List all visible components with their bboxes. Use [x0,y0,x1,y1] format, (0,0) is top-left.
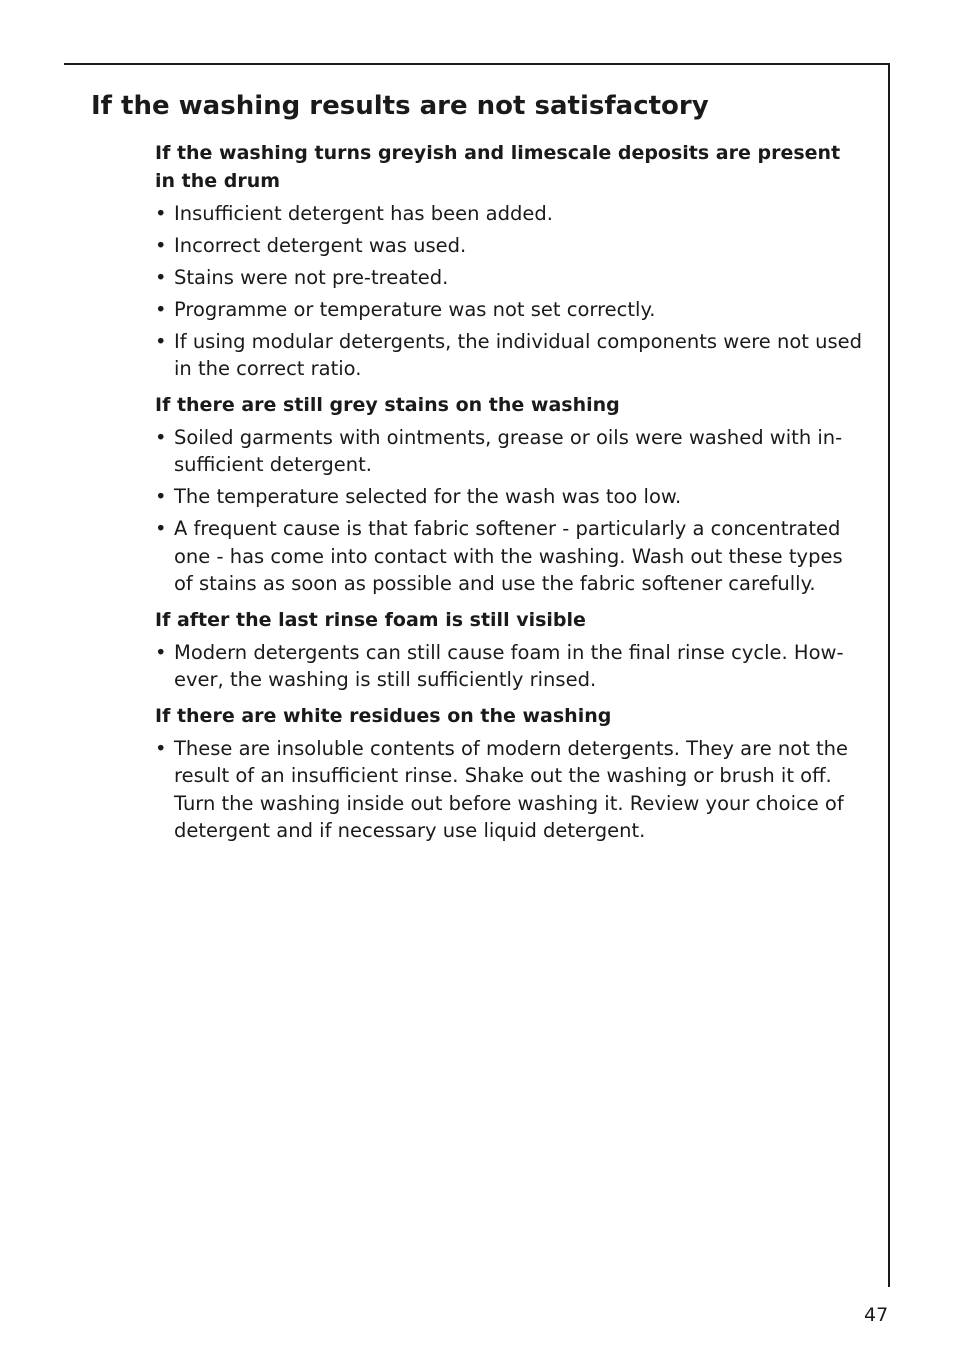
page-number: 47 [864,1304,889,1326]
list-item-text: Stains were not pre-treated. [174,265,449,289]
bullet-list [155,200,865,383]
bullet-icon: • [155,736,167,760]
list-item-text: Incorrect detergent was used. [174,233,467,257]
section-heading: If the washing turns greyish and limescale deposits are present in the drum [155,142,841,192]
section-heading: If there are white residues on the washing [155,704,612,727]
content [155,140,865,854]
bullet-list [155,424,865,598]
list-item [155,264,865,292]
list-item [155,483,865,511]
section-white-residues [155,703,865,845]
bullet-icon: • [155,233,167,257]
list-item-text: The temperature selected for the wash was too low. [174,485,682,508]
list-item-text: Insufficient detergent has been added. [174,201,553,225]
bullet-icon: • [155,640,167,664]
list-item [155,735,865,845]
list-item [155,515,865,598]
list-item [155,424,865,479]
list-item-text: If using modular detergents, the individual components were not used in the correct ratio. [174,329,863,380]
list-item [155,639,865,694]
section-foam-visible [155,607,865,694]
bullet-icon: • [155,517,167,540]
section-greyish-washing [155,140,865,383]
right-rule [888,63,890,1287]
bullet-list [155,735,865,845]
bullet-list [155,639,865,694]
top-rule [64,63,890,65]
section-grey-stains [155,392,865,598]
list-item-text: These are insoluble contents of modern detergents. They are not the result of an insufficient rinse. Shake out the washing or brush it off. Turn the washing inside out before washing it. Review your choice of detergent and if necessary use liquid detergent. [174,736,849,842]
page-title: If the washing results are not satisfactory [91,91,709,121]
section-heading: If there are still grey stains on the washing [155,393,620,416]
list-item [155,328,865,383]
list-item-text: Soiled garments with ointments, grease or oils were washed with insufficient detergent. [174,425,843,476]
list-item [155,200,865,228]
list-item-text: A frequent cause is that fabric softener - particularly a concentrated one - has come into contact with the washing. Wash out these types of stains as soon as possible and use the fabric softener carefully. [174,517,843,595]
list-item-text: Programme or temperature was not set correctly. [174,297,656,321]
list-item-text: Modern detergents can still cause foam in the final rinse cycle. However, the washing is still sufficiently rinsed. [174,640,844,691]
bullet-icon: • [155,425,167,449]
bullet-icon: • [155,485,167,508]
list-item [155,296,865,324]
bullet-icon: • [155,201,167,225]
section-heading: If after the last rinse foam is still visible [155,608,586,631]
bullet-icon: • [155,329,167,353]
list-item [155,232,865,260]
bullet-icon: • [155,265,167,289]
bullet-icon: • [155,297,167,321]
